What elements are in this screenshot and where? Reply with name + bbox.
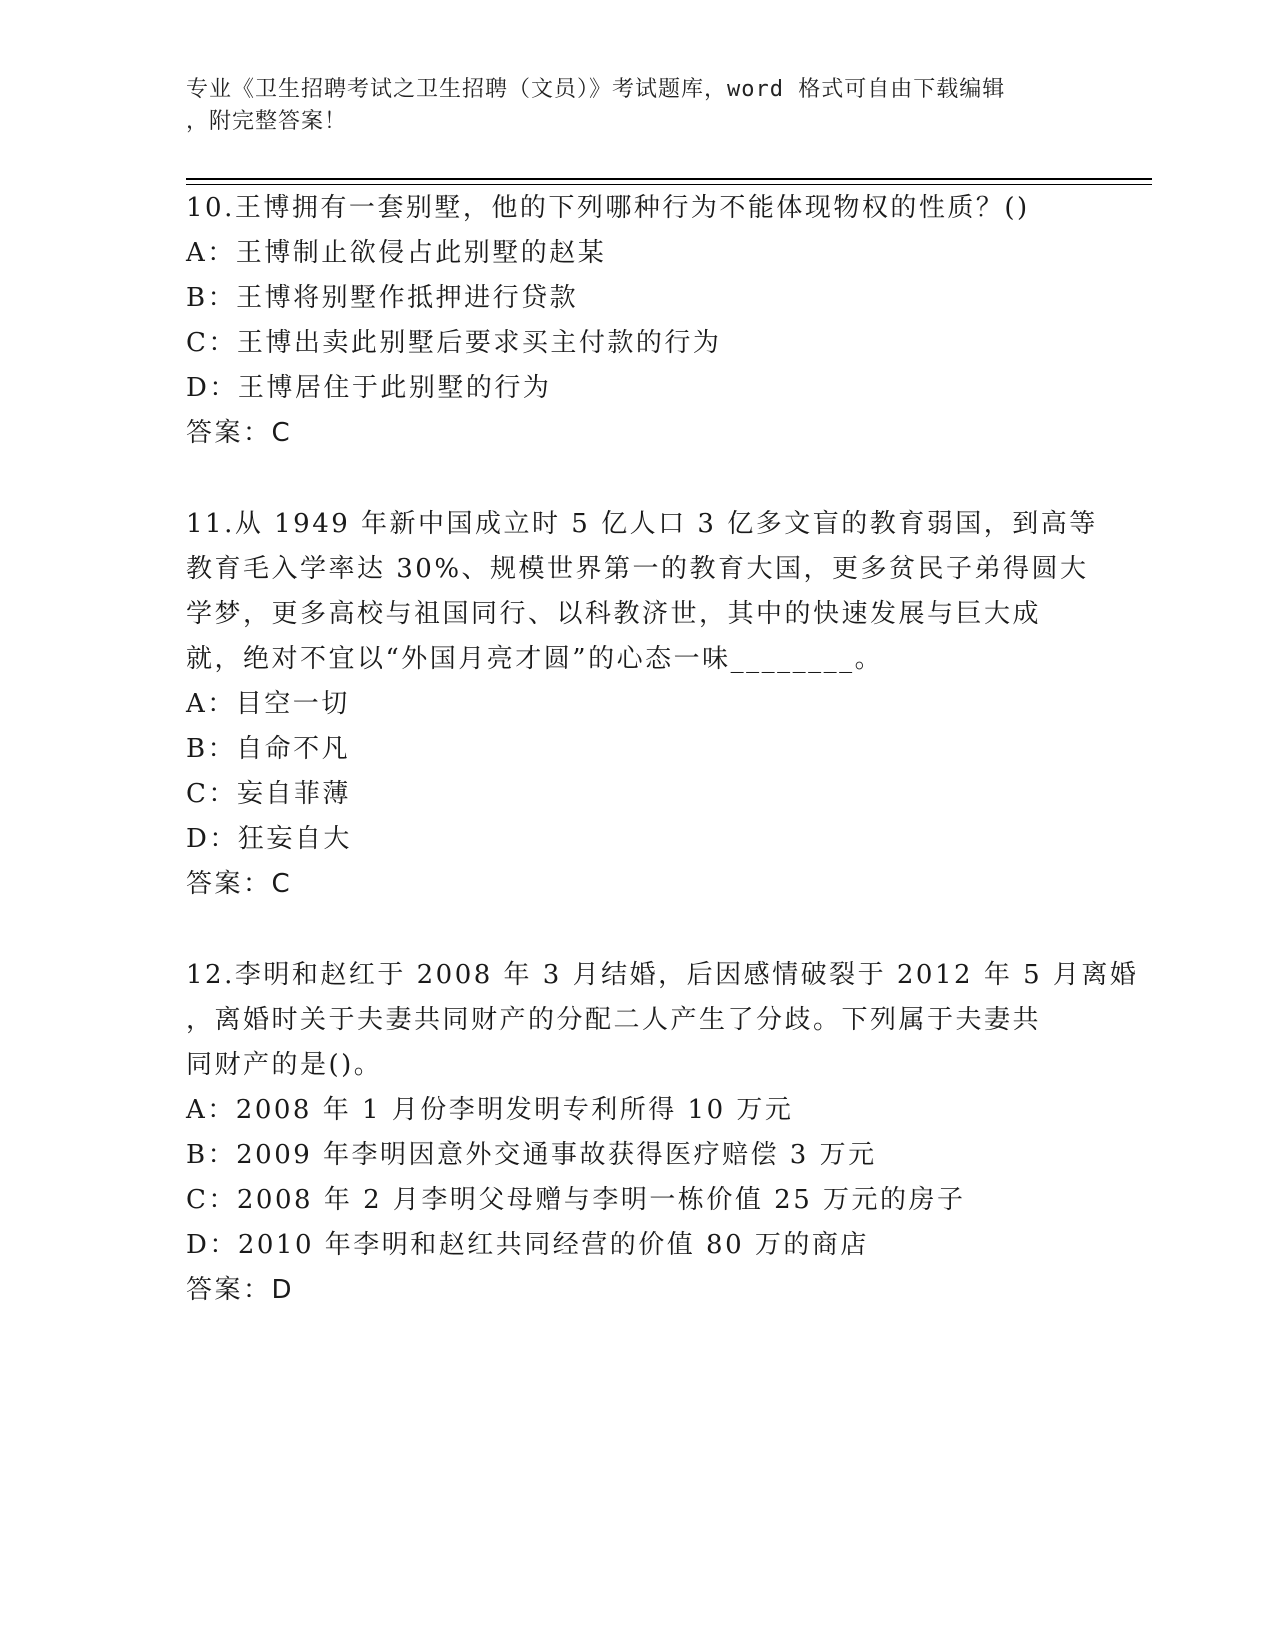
option-c: C：王博出卖此别墅后要求买主付款的行为 bbox=[186, 328, 722, 358]
option-d: D：2010 年李明和赵红共同经营的价值 80 万的商店 bbox=[186, 1230, 869, 1260]
question-text-line: 10.王博拥有一套别墅，他的下列哪种行为不能体现物权的性质？() bbox=[186, 193, 1030, 223]
option-c: C：2008 年 2 月李明父母赠与李明一栋价值 25 万元的房子 bbox=[186, 1185, 966, 1215]
question-11 bbox=[186, 502, 1098, 907]
spacer bbox=[186, 456, 1086, 502]
question-text-line: 12.李明和赵红于 2008 年 3 月结婚，后因感情破裂于 2012 年 5 月离婚 bbox=[186, 960, 1139, 990]
option-b: B：2009 年李明因意外交通事故获得医疗赔偿 3 万元 bbox=[186, 1140, 877, 1170]
option-d: D：王博居住于此别墅的行为 bbox=[186, 373, 552, 403]
answer-line: 答案：C bbox=[186, 418, 293, 448]
question-text-line: 同财产的是()。 bbox=[186, 1050, 383, 1080]
question-text-line: 11.从 1949 年新中国成立时 5 亿人口 3 亿多文盲的教育弱国，到高等 bbox=[186, 509, 1098, 539]
option-d: D：狂妄自大 bbox=[186, 824, 352, 854]
option-a: A：2008 年 1 月份李明发明专利所得 10 万元 bbox=[186, 1095, 794, 1125]
option-b: B：自命不凡 bbox=[186, 734, 351, 764]
header-rule-thin bbox=[186, 184, 1152, 185]
document-header bbox=[186, 74, 1066, 138]
option-c: C：妄自菲薄 bbox=[186, 779, 351, 809]
question-text-line: 学梦，更多高校与祖国同行、以科教济世，其中的快速发展与巨大成 bbox=[186, 599, 1042, 629]
option-a: A：王博制止欲侵占此别墅的赵某 bbox=[186, 238, 607, 268]
spacer bbox=[186, 907, 1086, 953]
header-rule-thick bbox=[186, 178, 1152, 180]
header-line-1: 专业《卫生招聘考试之卫生招聘（文员）》考试题库，word 格式可自由下载编辑 bbox=[186, 77, 1006, 102]
question-text-line: 教育毛入学率达 30%、规模世界第一的教育大国，更多贫民子弟得圆大 bbox=[186, 554, 1089, 584]
question-list bbox=[186, 186, 1139, 1313]
answer-line: 答案：C bbox=[186, 869, 293, 899]
question-12 bbox=[186, 953, 1139, 1313]
question-text-line: ，离婚时关于夫妻共同财产的分配二人产生了分歧。下列属于夫妻共 bbox=[186, 1005, 1042, 1035]
option-b: B：王博将别墅作抵押进行贷款 bbox=[186, 283, 579, 313]
answer-line: 答案：D bbox=[186, 1275, 295, 1305]
option-a: A：目空一切 bbox=[186, 689, 350, 719]
question-10 bbox=[186, 186, 1086, 456]
question-text-line: 就，绝对不宜以“外国月亮才圆”的心态一味________。 bbox=[186, 644, 884, 674]
header-line-2: ，附完整答案！ bbox=[186, 109, 348, 134]
